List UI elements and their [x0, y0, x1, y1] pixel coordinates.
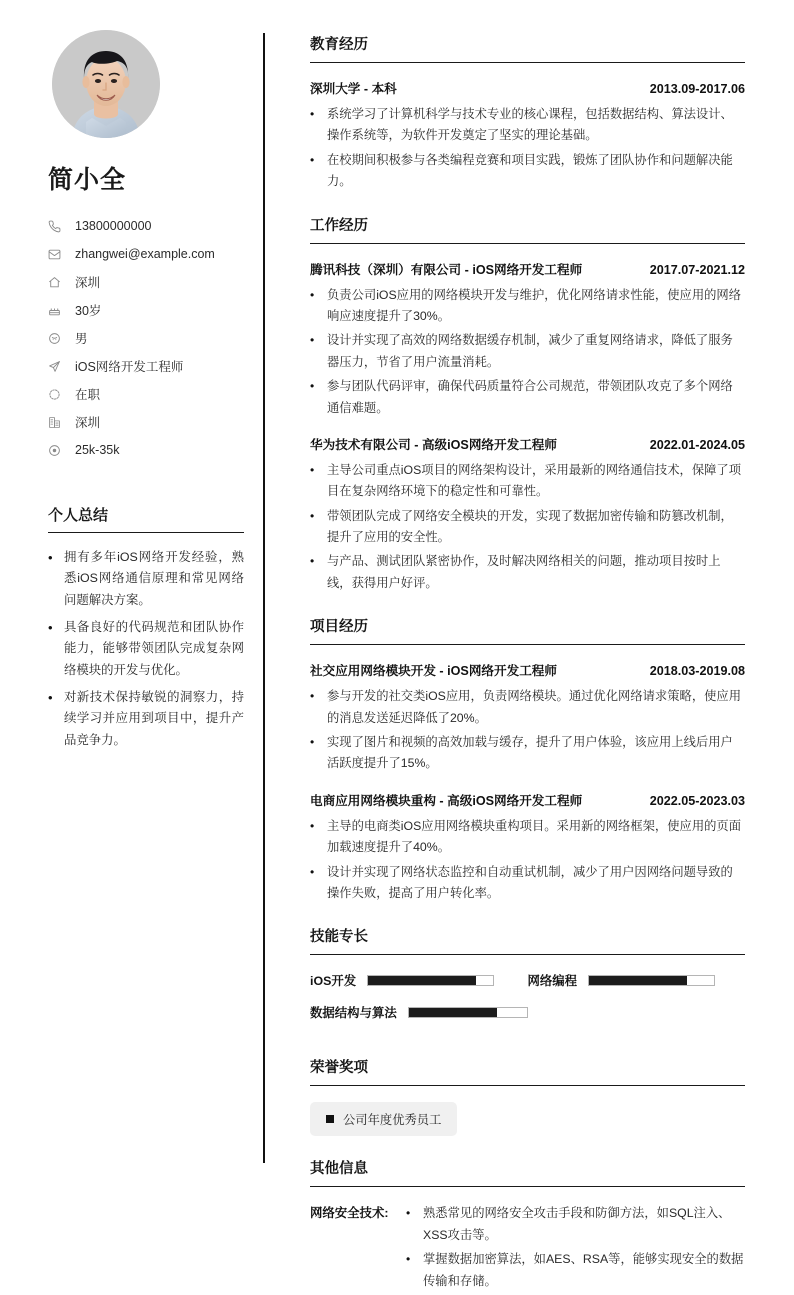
other-row: [310, 1203, 745, 1295]
entry-bullet-text: 在校期间积极参与各类编程竞赛和项目实践，锻炼了团队协作和问题解决能力。: [327, 152, 733, 189]
phone-icon: [48, 220, 66, 233]
skill-progress-track: [588, 975, 715, 986]
project-entry: [310, 660, 745, 775]
bullet-glyph: •: [310, 287, 315, 302]
entry-bullet-text: 负责公司iOS应用的网络模块开发与维护，优化网络请求性能，使应用的网络响应速度提升了30%。: [327, 287, 742, 323]
summary-bullet-text: 对新技术保持敏锐的洞察力，持续学习并应用到项目中，提升产品竞争力。: [64, 689, 244, 747]
project-entry: [310, 790, 745, 905]
contact-value: 深圳: [75, 416, 101, 430]
skills-grid: [310, 971, 745, 1035]
list-item: [310, 104, 745, 147]
summary-bullet-text: 具备良好的代码规范和团队协作能力，能够带领团队完成复杂网络模块的开发与优化。: [64, 619, 244, 677]
bullet-glyph: •: [310, 462, 315, 477]
summary-bullet-text: 拥有多年iOS网络开发经验，熟悉iOS网络通信原理和常见网络问题解决方案。: [64, 550, 244, 607]
section-projects: [310, 615, 745, 904]
bullet-glyph: •: [48, 550, 53, 565]
contact-email: [48, 240, 236, 268]
bullet-glyph: •: [310, 864, 315, 879]
contact-value: 在职: [75, 388, 101, 402]
bullet-glyph: •: [310, 152, 315, 167]
main-content: [264, 0, 794, 1288]
skill-label: iOS开发: [310, 974, 357, 989]
list-item: [310, 862, 745, 905]
skills-heading: 技能专长: [310, 925, 745, 955]
entry-bullet-text: 带领团队完成了网络安全模块的开发，实现了数据加密传输和防篡改机制，提升了应用的安全性。: [327, 508, 733, 545]
list-item: [48, 617, 244, 681]
sidebar: [0, 0, 264, 1228]
contact-value: iOS网络开发工程师: [75, 360, 184, 374]
other-bullet-text: 掌握数据加密算法，如AES、RSA等，能够实现安全的数据传输和存储。: [423, 1252, 744, 1288]
other-label: 网络安全技术:: [310, 1206, 389, 1221]
bullet-glyph: •: [406, 1206, 411, 1221]
other-bullet-text: 熟悉常见的网络安全攻击手段和防御方法，如SQL注入、XSS攻击等。: [423, 1206, 731, 1242]
awards-heading: 荣誉奖项: [310, 1056, 745, 1086]
skill-label: 网络编程: [527, 974, 578, 989]
skill-progress-fill: [368, 976, 476, 985]
entry-header: [310, 259, 745, 278]
entry-bullet-text: 参与团队代码评审，确保代码质量符合公司规范，带领团队攻克了多个网络通信难题。: [327, 379, 733, 415]
building-icon: [48, 416, 66, 429]
entry-bullet-text: 主导公司重点iOS项目的网络架构设计，采用最新的网络通信技术，保障了项目在复杂网络环境下的稳定性和可靠性。: [327, 462, 742, 499]
bullet-glyph: •: [310, 554, 315, 569]
skill-label: 数据结构与算法: [310, 1006, 397, 1021]
bullet-glyph: •: [310, 735, 315, 750]
bullet-glyph: •: [310, 508, 315, 523]
bullet-glyph: •: [310, 818, 315, 833]
other-items: [406, 1203, 745, 1295]
section-awards: [310, 1056, 745, 1136]
list-item: [310, 285, 745, 328]
list-item: [310, 376, 745, 419]
entry-bullet-text: 参与开发的社交类iOS应用，负责网络模块。通过优化网络请求策略，使应用的消息发送延迟降低了20%。: [327, 689, 742, 725]
entry-date: 2013.09-2017.06: [649, 82, 745, 96]
list-item: [310, 686, 745, 729]
page-title: 简小全: [48, 166, 127, 194]
bullet-glyph: •: [310, 333, 315, 348]
bullet-glyph: •: [48, 689, 53, 705]
skill-item-network: [528, 971, 746, 989]
contact-value: 13800000000: [75, 219, 152, 233]
column-divider: [263, 33, 265, 1163]
entry-title: 社交应用网络模块开发 - iOS网络开发工程师: [310, 664, 557, 679]
contact-hometown: [48, 268, 236, 296]
entry-header: [310, 660, 745, 679]
bullet-glyph: •: [310, 379, 315, 394]
contact-work-city: [48, 408, 236, 436]
contact-value: 25k-35k: [75, 443, 120, 457]
summary-bullets: [48, 547, 244, 751]
contact-list: [48, 212, 236, 464]
list-item: [310, 460, 745, 503]
entry-bullet-text: 设计并实现了网络状态监控和自动重试机制，减少了用户因网络问题导致的操作失败，提高了用户转化率。: [327, 864, 733, 900]
list-item: [48, 687, 244, 751]
list-item: [310, 732, 745, 775]
other-heading: 其他信息: [310, 1157, 745, 1187]
list-item: [310, 551, 745, 594]
section-summary: [48, 504, 244, 751]
skill-progress-track: [408, 1007, 528, 1018]
envelope-icon: [48, 248, 66, 261]
entry-bullet-text: 主导的电商类iOS应用网络模块重构项目。采用新的网络框架，使应用的页面加载速度提升了40%。: [327, 818, 742, 855]
contact-gender: [48, 324, 236, 352]
gender-icon: [48, 332, 66, 345]
list-item: [310, 816, 745, 859]
entry-bullet-text: 实现了图片和视频的高效加载与缓存，提升了用户体验，该应用上线后用户活跃度提升了15%。: [327, 735, 733, 771]
contact-salary: [48, 436, 236, 464]
skill-item-ios: [310, 971, 528, 989]
work-entry: [310, 259, 745, 419]
contact-value: zhangwei@example.com: [75, 247, 215, 261]
section-skills: [310, 925, 745, 1035]
contact-value: 30岁: [75, 304, 102, 318]
paper-plane-icon: [48, 360, 66, 373]
contact-position: [48, 352, 236, 380]
section-work: [310, 214, 745, 595]
list-item: [406, 1203, 745, 1246]
bullet-glyph: •: [406, 1252, 411, 1267]
list-item: [406, 1249, 745, 1292]
skill-progress-track: [367, 975, 494, 986]
contact-value: 深圳: [75, 276, 101, 290]
section-other-info: [310, 1157, 745, 1295]
education-heading: 教育经历: [310, 33, 745, 63]
entry-title: 华为技术有限公司 - 高级iOS网络开发工程师: [310, 437, 557, 452]
entry-header: [310, 434, 745, 453]
entry-bullet-text: 设计并实现了高效的网络数据缓存机制，减少了重复网络请求，降低了服务器压力，节省了用户流量消耗。: [327, 333, 733, 369]
contact-value: 男: [75, 332, 88, 346]
square-bullet-icon: [326, 1115, 334, 1123]
contact-phone: [48, 212, 236, 240]
entry-title: 腾讯科技（深圳）有限公司 - iOS网络开发工程师: [310, 262, 583, 277]
list-item: [310, 150, 745, 193]
entry-date: 2022.05-2023.03: [649, 793, 745, 808]
summary-heading: 个人总结: [48, 504, 244, 533]
list-item: [310, 330, 745, 373]
skill-progress-fill: [589, 976, 687, 985]
avatar: [52, 30, 160, 138]
bullet-glyph: •: [310, 107, 315, 121]
education-entry: [310, 78, 745, 193]
work-heading: 工作经历: [310, 214, 745, 244]
work-entry: [310, 434, 745, 594]
skill-progress-fill: [409, 1008, 497, 1017]
award-list: [310, 1102, 745, 1136]
coin-icon: [48, 444, 66, 457]
entry-header: [310, 78, 745, 97]
entry-title: 深圳大学 - 本科: [310, 82, 397, 96]
home-icon: [48, 276, 66, 289]
entry-date: 2022.01-2024.05: [649, 437, 745, 452]
refresh-icon: [48, 388, 66, 401]
skill-item-algorithms: [310, 1003, 528, 1021]
entry-header: [310, 790, 745, 809]
award-label: 公司年度优秀员工: [343, 1113, 442, 1128]
status-badge: [310, 1102, 457, 1136]
contact-job-status: [48, 380, 236, 408]
cake-icon: [48, 304, 66, 317]
projects-heading: 项目经历: [310, 615, 745, 645]
section-education: [310, 33, 745, 193]
list-item: [48, 547, 244, 611]
entry-bullet-text: 与产品、测试团队紧密协作，及时解决网络相关的问题，推动项目按时上线，获得用户好评。: [327, 554, 721, 590]
entry-date: 2018.03-2019.08: [649, 664, 745, 679]
contact-age: [48, 296, 236, 324]
bullet-glyph: •: [310, 689, 315, 704]
list-item: [310, 506, 745, 549]
entry-title: 电商应用网络模块重构 - 高级iOS网络开发工程师: [310, 793, 583, 808]
entry-date: 2017.07-2021.12: [649, 262, 745, 277]
entry-bullet-text: 系统学习了计算机科学与技术专业的核心课程，包括数据结构、算法设计、操作系统等，为软件开发奠定了坚实的理论基础。: [327, 107, 733, 143]
bullet-glyph: •: [48, 619, 53, 635]
